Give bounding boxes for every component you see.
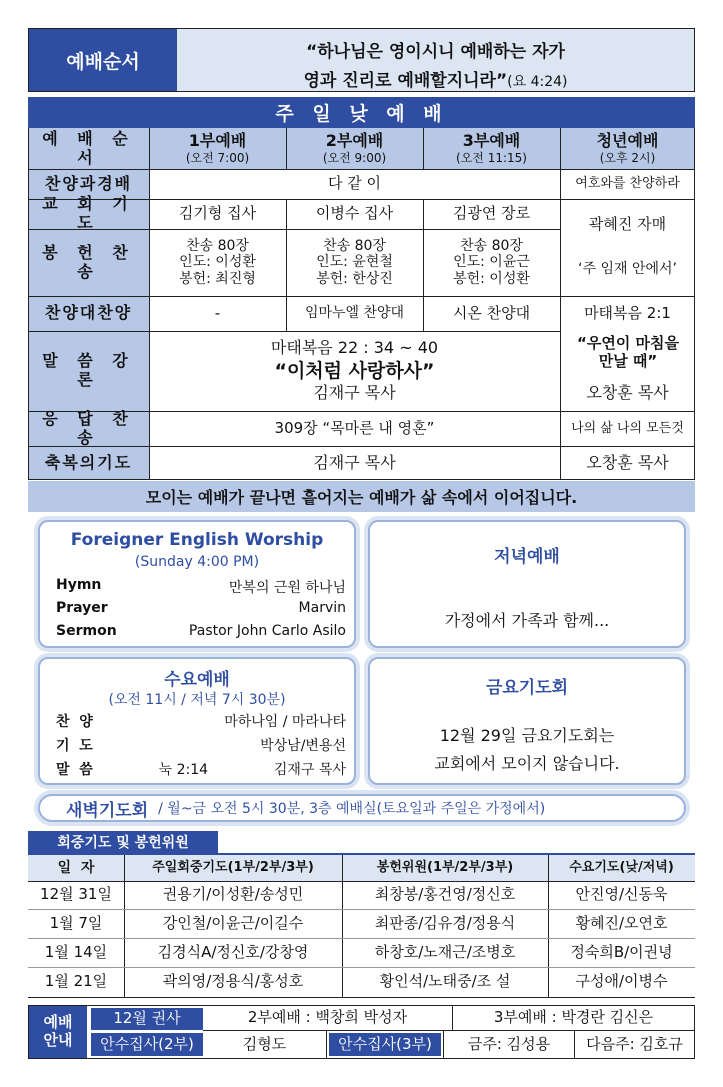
row-label-prayer: 교 회 기 도	[42, 194, 135, 232]
guide-label-1: 예배	[43, 1013, 73, 1032]
guide-deacon-2-value: 김형도	[203, 1031, 327, 1058]
dawn-title: 새벽기도회	[66, 800, 149, 821]
service-2-name: 2부예배	[325, 130, 384, 150]
table-line	[423, 128, 424, 169]
committee-header-wednesday: 수요기도(낮/저녁)	[569, 860, 674, 876]
committee-row-2-date: 1월 7일	[49, 913, 103, 932]
header-quote-line2-wrap	[177, 66, 694, 91]
foreigner-prayer-value: Marvin	[298, 600, 346, 616]
response-youth: 나의 삶 나의 모든것	[571, 420, 684, 436]
service-1-time: (오전 7:00)	[185, 150, 250, 165]
offering-service-1	[149, 229, 286, 296]
header-label: 예배순서	[29, 29, 177, 91]
foreigner-sermon-value: Pastor John Carlo Asilo	[188, 623, 346, 639]
offering-service-2	[286, 229, 423, 296]
wednesday-title: 수요예배	[164, 670, 230, 690]
service-3-header	[423, 128, 560, 169]
wednesday-time: (오전 11시 / 저녁 7시 30분)	[108, 692, 286, 708]
wednesday-praise-value: 마하나임 / 마라나타	[224, 714, 346, 730]
offering-2-leader: 인도: 윤현철	[316, 254, 393, 271]
row-label-benediction: 축복의기도	[44, 452, 133, 472]
offering-1-leader: 인도: 이성환	[179, 254, 256, 271]
motto-banner: 모이는 예배가 끝나면 흩어지는 예배가 삶 속에서 이어집니다.	[28, 481, 695, 512]
friday-line1: 12월 29일 금요기도회는	[439, 726, 615, 745]
sermon-title: “이처럼 사랑하사”	[274, 359, 435, 382]
guide-deaconess-cat: 12월 권사	[91, 1008, 203, 1030]
service-1-name: 1부예배	[188, 130, 247, 150]
sermon-preacher: 김재구 목사	[313, 383, 396, 403]
wednesday-worship-card	[38, 657, 356, 785]
sermon-main	[149, 331, 560, 411]
dawn-text: / 월~금 오전 5시 30분, 3층 예배실(토요일과 주일은 가정에서)	[158, 801, 546, 817]
praise-main: 다 같 이	[327, 174, 381, 193]
guide-this-week: 금주: 김성용	[443, 1031, 575, 1058]
row-label-sermon: 말 씀 강 론	[42, 351, 135, 389]
wednesday-sermon-value: 김재구 목사	[273, 762, 346, 778]
sunday-title: 주 일 낮 예 배	[28, 97, 695, 128]
committee-tab: 회중기도 및 봉헌위원	[28, 831, 218, 853]
header-quote-line2: 영과 진리로 예배할지니라”	[303, 71, 508, 91]
evening-text: 가정에서 가족과 함께...	[444, 611, 610, 630]
prayer-youth: 곽혜진 자매	[588, 215, 667, 234]
offering-3-leader: 인도: 이윤근	[453, 254, 530, 271]
foreigner-item-hymn	[56, 577, 346, 597]
guide-deacon-3-cat: 안수집사(3부)	[329, 1033, 441, 1056]
offering-3-giver: 봉헌: 이성환	[453, 270, 530, 287]
friday-title: 금요기도회	[485, 678, 569, 698]
choir-service-3: 시온 찬양대	[452, 303, 531, 322]
guide-next-week: 다음주: 김호규	[586, 1034, 683, 1053]
offering-service-3	[423, 229, 560, 296]
offering-1-giver: 봉헌: 최진형	[179, 270, 256, 287]
prayer-service-1: 김기형 집사	[178, 204, 257, 223]
service-2-time: (오전 9:00)	[322, 150, 387, 165]
dawn-prayer-banner	[38, 794, 686, 822]
youth-scripture: 마태복음 2:1	[584, 303, 671, 322]
committee-row-4-offering: 황인석/노태중/조 설	[379, 972, 511, 991]
benediction-youth: 오창훈 목사	[586, 452, 669, 472]
friday-prayer-card	[368, 657, 686, 785]
guide-service-2: 2부예배 : 백창희 박성자	[203, 1006, 453, 1031]
wednesday-item-sermon	[56, 759, 346, 779]
committee-row-2-wednesday: 황혜진/오연호	[575, 913, 668, 932]
offering-2-hymn: 찬송 80장	[323, 237, 386, 254]
header-quote-box	[177, 29, 694, 91]
foreigner-item-prayer	[56, 600, 346, 616]
wednesday-item-prayer	[56, 735, 346, 755]
evening-title: 저녁예배	[494, 547, 560, 567]
foreigner-title: Foreigner English Worship	[70, 530, 324, 550]
youth-service-header	[560, 128, 695, 169]
guide-label	[29, 1006, 87, 1058]
row-label-choir: 찬양대찬양	[44, 303, 133, 323]
wednesday-item-praise	[56, 711, 346, 731]
committee-row-3-prayer: 김경식A/정신호/강창영	[157, 942, 309, 961]
sermon-scripture: 마태복음 22 : 34 ~ 40	[270, 337, 439, 357]
foreigner-hymn-value: 만복의 근원 하나님	[228, 580, 346, 596]
sunday-col-label: 예 배 순 서	[42, 128, 135, 167]
youth-sermon-title: “우연이 마침을 만날 때”	[576, 334, 680, 370]
evening-worship-card	[368, 520, 686, 648]
youth-sermon-preacher: 오창훈 목사	[586, 382, 669, 402]
praise-youth: 여호와를 찬양하라	[575, 176, 680, 192]
row-label-response: 응 답 찬 송	[42, 408, 135, 447]
committee-row-3-offering: 하창호/노재근/조병호	[374, 942, 516, 961]
prayer-service-3: 김광연 장로	[452, 204, 531, 223]
service-3-name: 3부예배	[462, 130, 521, 150]
committee-row-1-wednesday: 안진영/신동욱	[575, 885, 668, 904]
prayer-service-2: 이병수 집사	[315, 204, 394, 223]
committee-row-1-prayer: 권용기/이성환/송성민	[162, 885, 304, 904]
committee-header-offering: 봉헌위원(1부/2부/3부)	[376, 860, 514, 876]
youth-service-time: (오후 2시)	[599, 150, 656, 165]
header-quote-ref: (요 4:24)	[507, 74, 568, 90]
wednesday-prayer-label: 기 도	[56, 738, 93, 754]
committee-row-3-wednesday: 정숙희B/이권녕	[570, 942, 673, 961]
wednesday-sermon-label: 말 씀	[56, 762, 93, 778]
guide-deacon-2-cat: 안수집사(2부)	[91, 1033, 203, 1056]
wednesday-sermon-ref: 눅 2:14	[158, 762, 209, 778]
committee-row-4-date: 1월 21일	[44, 972, 108, 991]
guide-service-3: 3부예배 : 박경란 김신은	[453, 1006, 694, 1031]
service-2-header	[286, 128, 423, 169]
choir-service-2: 임마누엘 찬양대	[304, 305, 405, 322]
offering-youth: ‘주 임재 안에서’	[578, 260, 677, 277]
committee-row-4-prayer: 곽의영/정용식/홍성호	[162, 972, 304, 991]
foreigner-worship-card	[38, 520, 356, 648]
service-3-time: (오전 11:15)	[456, 150, 527, 165]
committee-row-4-wednesday: 구성애/이병수	[575, 972, 668, 991]
friday-line2: 교회에서 모이지 않습니다.	[434, 754, 620, 773]
table-line	[286, 128, 287, 169]
committee-header-date: 일 자	[57, 859, 95, 876]
header-box	[28, 28, 695, 92]
foreigner-time: (Sunday 4:00 PM)	[134, 554, 260, 570]
guide-label-2: 안내	[43, 1031, 73, 1049]
committee-row-2-offering: 최판종/김유경/정용식	[374, 913, 516, 932]
committee-row-2-prayer: 강인철/이윤근/이길수	[162, 913, 304, 932]
offering-1-hymn: 찬송 80장	[186, 237, 249, 254]
wednesday-praise-label: 찬 양	[56, 714, 93, 730]
wednesday-prayer-value: 박상남/변용선	[260, 738, 346, 754]
row-label-offering: 봉 헌 찬 송	[42, 242, 135, 281]
header-quote-line1: “하나님은 영이시니 예배하는 자가	[306, 42, 565, 62]
foreigner-sermon-label: Sermon	[56, 623, 117, 639]
row-label-praise: 찬양과경배	[44, 173, 133, 193]
committee-row-1-date: 12월 31일	[40, 885, 112, 904]
committee-header-prayer: 주일회중기도(1부/2부/3부)	[152, 860, 314, 876]
offering-2-giver: 봉헌: 한상진	[316, 270, 393, 287]
service-1-header	[149, 128, 286, 169]
benediction-main: 김재구 목사	[313, 452, 396, 472]
foreigner-hymn-label: Hymn	[56, 577, 102, 593]
committee-row-1-offering: 최창봉/홍건영/정신호	[374, 885, 516, 904]
response-main: 309장 “목마른 내 영혼”	[274, 418, 435, 437]
foreigner-prayer-label: Prayer	[56, 600, 108, 616]
foreigner-item-sermon	[56, 623, 346, 639]
offering-3-hymn: 찬송 80장	[460, 237, 523, 254]
choir-service-1: -	[214, 303, 221, 322]
committee-row-3-date: 1월 14일	[44, 942, 108, 961]
youth-service-name: 청년예배	[596, 130, 659, 150]
